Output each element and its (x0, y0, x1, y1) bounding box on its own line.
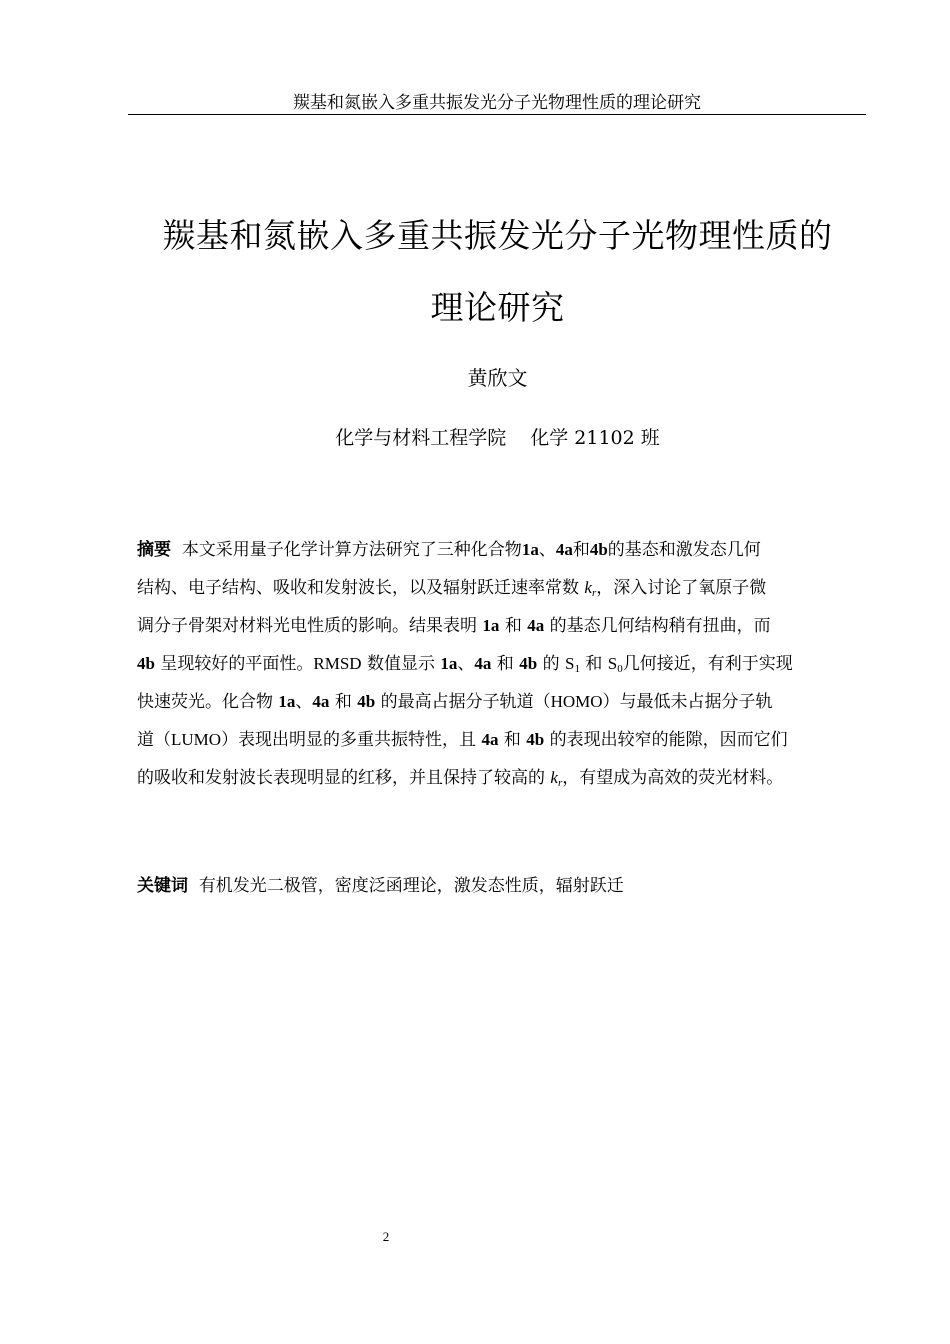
keywords-label: 关键词 (137, 876, 188, 896)
abstract-text: 、 (538, 540, 556, 560)
abstract-text: 道（ (137, 730, 171, 750)
abstract-text: ，有望成为高效的荧光材料。 (562, 768, 784, 788)
abstract-text: 结构、电子结构、吸收和发射波长，以及辐射跃迁速率常数 (137, 578, 579, 598)
compound-4a: 4a (481, 730, 499, 749)
compound-4a: 4a (555, 540, 573, 559)
abstract-text: 的最高占据分子轨道（ (380, 692, 551, 712)
rate-constant-symbol: $k_r$ (550, 768, 563, 789)
abstract-line-1 (137, 538, 877, 562)
running-header: 羰基和氮嵌入多重共振发光分子光物理性质的理论研究 (293, 93, 701, 113)
abstract-text: ，深入讨论了氧原子微 (596, 578, 767, 598)
abstract-line-6 (137, 728, 877, 752)
compound-4a: 4a (474, 654, 492, 673)
abstract-text: 和 (585, 654, 603, 674)
compound-1a: 1a (278, 692, 296, 711)
abstract-text: 的表现出较窄的能隙，因而它们 (549, 730, 788, 750)
paper-title-line-2: 理论研究 (430, 288, 565, 327)
abstract-text: 的吸收和发射波长表现明显的红移，并且保持了较高的 (137, 768, 545, 788)
abstract-text: ）表现出明显的多重共振特性，且 (221, 730, 477, 750)
s1-state-symbol: $S_1$ (564, 654, 580, 675)
homo-acronym: HOMO (550, 692, 603, 711)
compound-4b: 4b (137, 654, 155, 673)
abstract-text: 数值显示 (366, 654, 435, 674)
abstract-text: 和 (504, 616, 522, 636)
abstract-line-3 (137, 614, 877, 638)
author-name: 黄欣文 (467, 366, 528, 390)
abstract-text: 的 (542, 654, 560, 674)
affiliation-class: 化学 21102 班 (530, 427, 660, 449)
abstract-text: 本文采用量子化学计算方法研究了三种化合物 (181, 540, 522, 560)
abstract-text: 几何接近，有利于实现 (622, 654, 793, 674)
abstract-text: 和 (572, 540, 590, 560)
compound-4b: 4b (589, 540, 608, 559)
abstract-text: 的基态几何结构稍有扭曲，而 (549, 616, 771, 636)
lumo-acronym: LUMO (171, 730, 222, 749)
compound-1a: 1a (440, 654, 458, 673)
compound-1a: 1a (521, 540, 539, 559)
abstract-line-5 (137, 690, 877, 714)
header-rule (128, 114, 866, 115)
compound-4a: 4a (527, 616, 545, 635)
abstract-text: 和 (503, 730, 521, 750)
compound-4b: 4b (526, 730, 545, 749)
abstract-line-2 (137, 576, 877, 605)
compound-4a: 4a (312, 692, 330, 711)
abstract-label: 摘要 (137, 540, 171, 560)
paper-title-line-1: 羰基和氮嵌入多重共振发光分子光物理性质的 (162, 216, 833, 255)
affiliation-school: 化学与材料工程学院 (335, 427, 507, 449)
affiliation (100, 425, 895, 451)
abstract-text: 和 (334, 692, 352, 712)
abstract-text: 呈现较好的平面性。 (160, 654, 314, 674)
abstract-line-4 (137, 652, 877, 681)
abstract-text: 、 (295, 692, 313, 712)
abstract-text: ）与最低未占据分子轨 (602, 692, 773, 712)
compound-4b: 4b (519, 654, 538, 673)
abstract-text: 、 (457, 654, 475, 674)
s0-state-symbol: $S_0$ (607, 654, 623, 675)
keywords-text: 有机发光二极管，密度泛函理论，激发态性质，辐射跃迁 (198, 876, 624, 896)
abstract-text: 快速荧光。化合物 (137, 692, 273, 712)
abstract-text: 的基态和激发态几何 (607, 540, 761, 560)
compound-4b: 4b (357, 692, 376, 711)
rate-constant-symbol: $k_r$ (584, 578, 597, 599)
rmsd-acronym: RMSD (313, 654, 362, 673)
compound-1a: 1a (482, 616, 500, 635)
abstract-line-7 (137, 766, 877, 795)
keywords (137, 874, 877, 898)
abstract-text: 和 (496, 654, 514, 674)
page-number: 2 (382, 1229, 390, 1244)
abstract-text: 调分子骨架对材料光电性质的影响。结果表明 (137, 616, 477, 636)
